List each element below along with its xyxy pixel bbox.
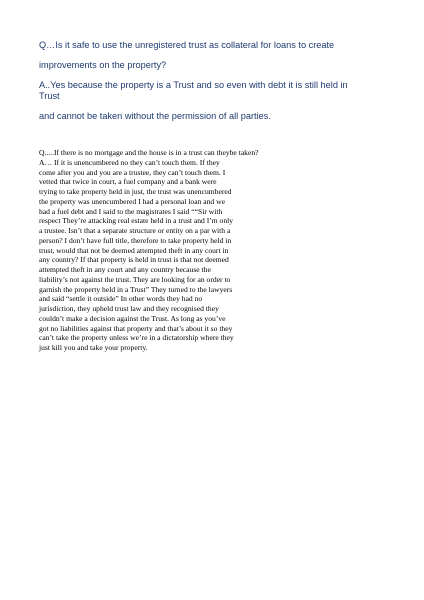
faq-mortgage-section [39, 148, 309, 353]
answer-line: garnish the property held in a Trust” They turned to the lawyers [39, 284, 233, 294]
answer-line: jurisdiction, they upheld trust law and they recognised they [39, 304, 219, 313]
faq-collateral-section [39, 40, 384, 122]
answer-line: trust, would that not be deemed attempted theft in any court in [39, 245, 229, 255]
answer-line: respect They’re attacking real estate held in a trust and I’m only [39, 216, 234, 226]
answer-line: any country? If that property is held in trust is that not deemed [39, 255, 229, 265]
answer-line: vetted that twice in court, a fuel company and a bank were [39, 177, 217, 187]
answer-line: couldn’t make a decision against the Trust. As long as you’ve [39, 313, 226, 323]
answer-line: just kill you and take your property. [39, 343, 148, 352]
answer-line: and said “settle it outside” In other words they had no [39, 294, 203, 304]
answer-line: trying to take property held in just, the trust was unencumbered [39, 187, 232, 196]
answer-line: had a fuel debt and I said to the magistrates I said ““Sir with [39, 206, 223, 216]
answer-line: person? I don’t have full title, therefore to take property held in [39, 235, 232, 245]
question-collateral-line-1: Q…Is it safe to use the unregistered trust as collateral for loans to create [39, 40, 335, 50]
answer-line: attempted theft in any court and any country because the [39, 265, 211, 274]
answer-line: the property was unencumbered I had a personal loan and we [39, 196, 225, 206]
answer-line: got no liabilities against that property and that’s about it so they [39, 323, 233, 333]
answer-collateral-line-1: A..Yes because the property is a Trust and so even with debt it is still held in [39, 80, 348, 90]
question-collateral-line-2: improvements on the property? [39, 60, 167, 70]
answer-collateral-line-2: Trust [39, 91, 60, 101]
answer-line: come after you and you are a trustee, they can’t touch them. I [39, 167, 226, 177]
answer-line: liability’s not against the trust. They are looking for an order to [39, 274, 231, 284]
answer-line: a trustee. Isn’t that a separate structure or entity on a par with a [39, 226, 231, 235]
question-mortgage-line: Q.....If there is no mortgage and the house is in a trust can theybe taken? [39, 148, 259, 157]
answer-line: A… If it is unencumbered no they can’t touch them. If they [39, 157, 220, 167]
answer-line: can’t take the property unless we’re in a dictatorship where they [39, 333, 234, 343]
answer-collateral-line-3: and cannot be taken without the permission of all parties. [39, 111, 271, 121]
